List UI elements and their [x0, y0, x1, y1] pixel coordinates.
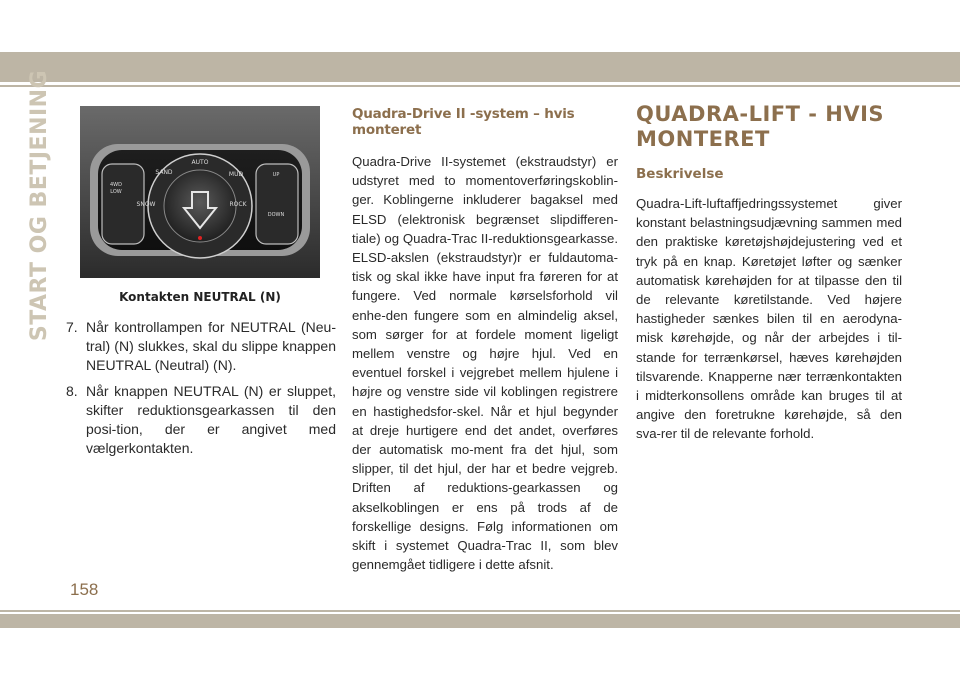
label-4wd-low: 4WD — [110, 182, 122, 188]
page-number: 158 — [70, 580, 99, 599]
quadra-lift-heading-line1: QUADRA-LIFT - HVIS — [636, 102, 885, 126]
header-rule — [0, 85, 960, 87]
list-item-number: 7. — [66, 319, 78, 335]
quadra-lift-body: Quadra-Lift-luftaffjedringssystemet giver konstant belastningsudjævning sammen med den praktiske køretøjshøjdejustering ved et tryk på en knap. Køretøjet løfter og sænker automatisk kørehøjden for at tilpasse den til de relevante køretilstande. Ved højere hastigheder sænkes bilen til en aerodyna-misk kørehøjde, og når der arbejdes i til-stande for terrænkørsel, hæves kørehøjden tilsvarende. Knapperne nær terrænkontakten i midterkonsollens område kan bruges til at angive den foretrukne kørehøjde, så den sva-rer til de relevante forhold. — [636, 196, 902, 442]
neutral-switch-photo — [80, 106, 320, 278]
list-item-number: 8. — [66, 383, 78, 399]
label-4wd-low-2: LOW — [110, 189, 122, 195]
label-snow: SNOW — [136, 201, 156, 208]
label-sand: SAND — [155, 169, 173, 176]
section-side-tab — [22, 69, 58, 341]
label-down: DOWN — [267, 212, 285, 218]
header-bar — [0, 52, 960, 82]
header-whitespace — [0, 0, 960, 52]
label-rock: ROCK — [229, 201, 247, 208]
footer-rule — [0, 610, 960, 612]
step-list — [66, 318, 336, 465]
list-item-text: Når kontrollampen for NEUTRAL (Neu-tral) (N) slukkes, skal du slippe knappen NEUTRAL (Neutral) (N). — [86, 319, 336, 373]
list-item — [66, 382, 336, 458]
quadra-lift-subheading: Beskrivelse — [636, 166, 724, 182]
quadra-lift-heading — [636, 102, 902, 152]
section-side-tab-label: START OG BETJENING — [27, 69, 53, 341]
list-item-text: Når knappen NEUTRAL (N) er sluppet, skifter reduktionsgearkassen til den posi-tion, der er angivet med vælgerkontakten. — [86, 383, 336, 456]
neutral-switch-illustration — [80, 106, 320, 278]
figure-caption: Kontakten NEUTRAL (N) — [119, 290, 281, 304]
quadra-lift-heading-line2: MONTERET — [636, 127, 770, 151]
quadra-drive-heading: Quadra-Drive II -system – hvis monteret — [352, 106, 575, 138]
quadra-drive-section — [352, 106, 618, 574]
label-auto: AUTO — [191, 159, 209, 166]
quadra-lift-section — [636, 102, 902, 444]
list-item — [66, 318, 336, 375]
label-up: UP — [272, 172, 280, 178]
quadra-drive-body: Quadra-Drive II-systemet (ekstraudstyr) er udstyret med to momentoverføringskoblin-ger. Koblingerne inkluderer bagaksel med ELSD (elektronisk begrænset slipdifferen-tiale) og Quadra-Trac II-reduktionsgearkasse. ELSD-akslen (ekstraudstyr)r er fuldautoma-tisk og skal ikke have input fra føreren for at fungere. Ved normale kørselsforhold vil enhe-den fungere som en almindelig aksel, som sørger for at fordele moment ligeligt mellem venstre og højre hjul. Ved en eventuel forskel i vejgrebet mellem hjulene i højre og venstre side vil koblingen registrere en hastighedsfor-skel. Når et hjul begynder at dreje hurtigere end det andet, overføres der automatisk mo-ment fra det hjul, som slipper, til det hjul, der har et bedre vejgreb. Driften af reduktions-gearkassen og akselkoblingen er ens på trods af de forskellige designs. Følg informationen om skift i systemet Quadra-Trac II, som blev gennemgået tidligere i dette afsnit. — [352, 154, 618, 573]
footer-bar — [0, 614, 960, 628]
label-mud: MUD — [228, 171, 244, 178]
